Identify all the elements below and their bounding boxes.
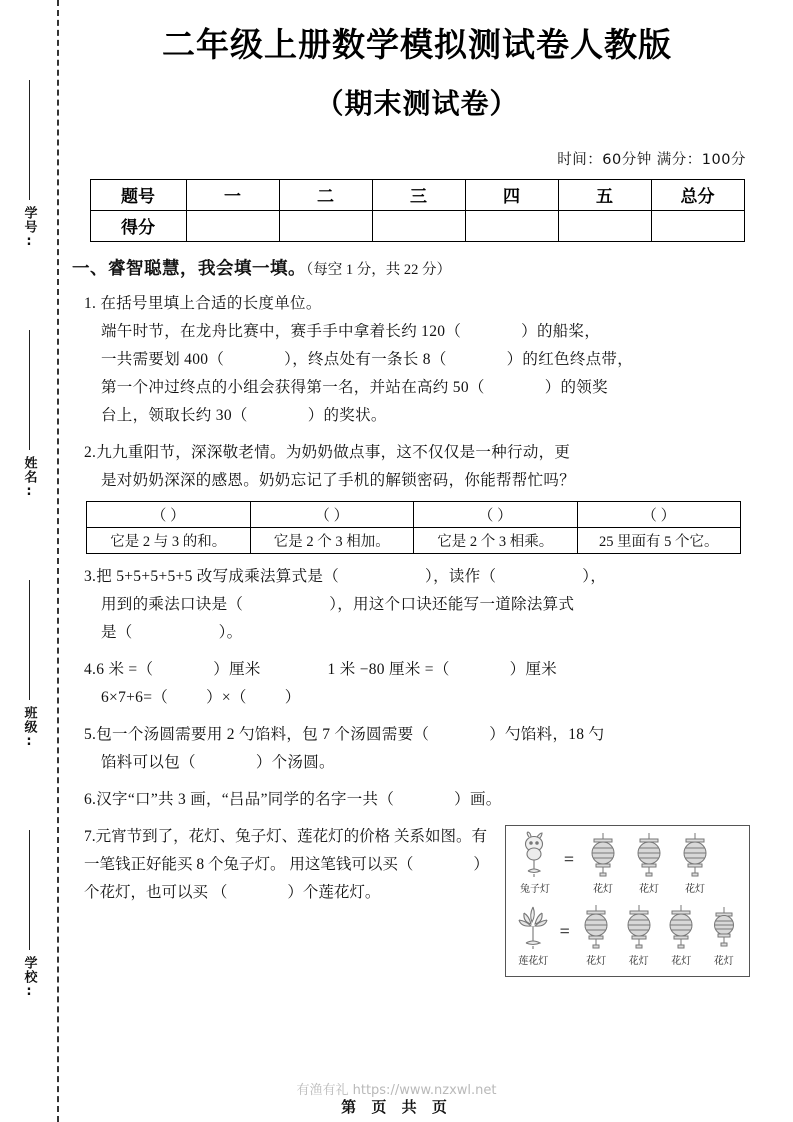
flower-lantern-item xyxy=(660,903,703,967)
q2-answer-cell-2[interactable]: （ ） xyxy=(250,502,414,528)
question-1-prompt-line xyxy=(84,290,764,318)
score-value-total[interactable] xyxy=(651,210,744,241)
section-title: 一、睿智聪慧，我会填一填。 xyxy=(72,258,306,279)
question-2-line-2: 是对奶奶深深的感恩。奶奶忘记了手机的解锁密码，你能帮帮忙吗？ xyxy=(101,472,576,490)
table-row xyxy=(90,179,744,210)
page-footer: 第 页 共 页 xyxy=(341,1098,452,1116)
score-row-label-points: 得分 xyxy=(90,210,186,241)
question-5-line-1 xyxy=(84,721,764,749)
flower-lantern-caption: 花灯 xyxy=(685,884,705,896)
rabbit-lantern-item xyxy=(512,831,558,895)
q1-l2b: ），终点处有一条长 8（ xyxy=(284,351,447,369)
score-col-4: 四 xyxy=(465,179,558,210)
q5-l1b: ）勺馅料，18 勺 xyxy=(489,726,605,744)
question-3-line-1 xyxy=(84,563,764,591)
q2-clue-2: 它是 2 个 3 相加。 xyxy=(250,528,414,554)
equals-sign-row1 xyxy=(558,831,580,870)
flower-lantern-item xyxy=(702,903,745,967)
watermark: 有渔有礼 https://www.nzxwl.net xyxy=(296,1083,497,1098)
q3-l2a: 用到的乘法口诀是（ xyxy=(101,596,244,614)
q4-l2a: 6×7+6=（ xyxy=(101,689,169,707)
q3-l1a: 把 5+5+5+5+5 改写成乘法算式是（ xyxy=(96,568,340,586)
table-row xyxy=(90,210,744,241)
rabbit-lantern-icon xyxy=(515,831,555,879)
q3-l3a: 是（ xyxy=(101,624,133,642)
flower-lantern-caption: 花灯 xyxy=(586,956,607,968)
question-3 xyxy=(70,563,764,647)
question-2-number: 2. xyxy=(84,444,97,462)
flower-lantern-caption: 花灯 xyxy=(713,956,734,968)
question-7-number: 7. xyxy=(84,828,96,846)
flower-lantern-item xyxy=(617,903,660,967)
q2-l1: 九九重阳节，深深敬老情。为奶奶做点事，这不仅仅是一种行动，更 xyxy=(96,444,571,462)
question-7 xyxy=(70,823,764,968)
question-1-line-4 xyxy=(84,402,764,430)
figure-row-rabbit xyxy=(512,831,745,903)
flower-lantern-caption: 花灯 xyxy=(639,884,659,896)
flower-lantern-icon xyxy=(579,903,613,951)
equals-icon: = xyxy=(559,921,570,942)
score-value-1[interactable] xyxy=(186,210,279,241)
question-5-number: 5. xyxy=(84,726,97,744)
question-4-line-2 xyxy=(84,684,764,712)
score-col-5: 五 xyxy=(558,179,651,210)
q2-answer-cell-3[interactable]: （ ） xyxy=(414,502,578,528)
question-7-text xyxy=(70,823,500,907)
exam-meta: 时间：60分钟 满分：100分 xyxy=(557,151,746,168)
question-5 xyxy=(70,721,764,777)
q4-l1b: ）厘米 xyxy=(213,661,261,679)
score-value-5[interactable] xyxy=(558,210,651,241)
question-2-table xyxy=(86,501,741,554)
q3-l2b: ），用这个口诀还能写一道除法算式 xyxy=(329,596,575,614)
question-1 xyxy=(70,290,764,430)
flower-lantern-caption: 花灯 xyxy=(628,956,649,968)
score-col-total: 总分 xyxy=(651,179,744,210)
rabbit-lantern-caption: 兔子灯 xyxy=(520,884,550,896)
margin-write-line xyxy=(29,330,30,450)
margin-field-name xyxy=(0,330,58,500)
q5-l1a: 包一个汤圆需要用 2 勺馅料，包 7 个汤圆需要（ xyxy=(96,726,430,744)
q1-l3a: 第一个冲过终点的小组会获得第一名，并站在高约 50（ xyxy=(101,379,485,397)
flower-lantern-icon xyxy=(664,903,698,951)
page-subtitle: （期末测试卷） xyxy=(315,86,519,120)
question-2-line-1 xyxy=(84,439,764,467)
figure-row-lotus xyxy=(512,903,745,975)
q1-l2a: 一共需要划 400（ xyxy=(101,351,225,369)
q1-l1a: 端午时节，在龙舟比赛中，赛手手中拿着长约 120（ xyxy=(101,323,462,341)
score-value-4[interactable] xyxy=(465,210,558,241)
lotus-lantern-icon xyxy=(513,903,553,951)
question-1-line-1 xyxy=(84,318,764,346)
table-row xyxy=(87,528,741,554)
flower-lantern-icon xyxy=(586,831,620,879)
question-6-line-1 xyxy=(84,786,764,814)
flower-lantern-caption: 花灯 xyxy=(593,884,613,896)
q7-l1: 元宵节到了，花灯、兔子灯、莲花灯的价格 xyxy=(95,828,391,846)
flower-lantern-item xyxy=(626,831,672,895)
page-title: 二年级上册数学模拟测试卷人教版 xyxy=(162,25,672,64)
question-3-number: 3. xyxy=(84,568,97,586)
q6-l1a: 汉字“口”共 3 画，“吕品”同学的名字一共（ xyxy=(96,791,395,809)
q4-l2b: ）×（ xyxy=(206,689,247,707)
question-4 xyxy=(70,656,764,712)
exam-content xyxy=(64,0,778,1122)
flower-lantern-icon xyxy=(678,831,712,879)
q1-l2c: ）的红色终点带， xyxy=(506,351,634,369)
q3-l1b: ），读作（ xyxy=(425,568,497,586)
score-table xyxy=(90,179,745,242)
q1-l4b: ）的奖状。 xyxy=(307,407,387,425)
question-7-line-1 xyxy=(84,828,390,845)
q4-l1d: ）厘米 xyxy=(509,661,558,679)
score-col-1: 一 xyxy=(186,179,279,210)
question-6-number: 6. xyxy=(84,791,97,809)
question-3-line-2 xyxy=(84,591,764,619)
score-col-2: 二 xyxy=(279,179,372,210)
flower-lantern-item xyxy=(580,831,626,895)
margin-label-class: 班级: xyxy=(21,706,37,750)
q4-l1c: 1 米 −80 厘米 =（ xyxy=(327,661,450,679)
q1-l3b: ）的领奖 xyxy=(544,379,608,397)
lantern-price-figure xyxy=(505,825,750,977)
q3-l1c: ）， xyxy=(582,568,607,586)
question-1-prompt: 在括号里填上合适的长度单位。 xyxy=(100,295,322,313)
table-row xyxy=(87,502,741,528)
question-2 xyxy=(70,439,764,495)
q7-l4a: （ xyxy=(211,884,228,902)
section-heading xyxy=(70,256,764,282)
flower-lantern-icon xyxy=(622,903,656,951)
margin-label-school: 学校: xyxy=(21,956,37,1000)
section-note: （每空 1 分，共 22 分） xyxy=(306,261,451,278)
lotus-lantern-item xyxy=(512,903,555,967)
question-7-line-2: 关系如图。有一笔钱正好能买 8 个兔子灯。 xyxy=(84,828,488,874)
question-1-line-2 xyxy=(84,346,764,374)
flower-lantern-item xyxy=(672,831,718,895)
q2-clue-4: 25 里面有 5 个它。 xyxy=(577,528,741,554)
q7-l4b: ）个莲花灯。 xyxy=(287,884,381,902)
flower-lantern-item xyxy=(575,903,618,967)
q2-clue-1: 它是 2 与 3 的和。 xyxy=(87,528,251,554)
score-value-2[interactable] xyxy=(279,210,372,241)
equals-sign-row2 xyxy=(555,903,575,942)
q7-l3a: 用这笔钱可以买（ xyxy=(289,856,414,874)
margin-label-student-id: 学号: xyxy=(21,206,37,250)
q7-l3b: ）个花灯，也可以买 xyxy=(84,856,489,902)
margin-field-school xyxy=(0,830,58,1000)
q6-l1b: ）画。 xyxy=(454,791,502,809)
equals-icon: = xyxy=(563,849,575,870)
score-value-3[interactable] xyxy=(372,210,465,241)
score-row-label-question: 题号 xyxy=(90,179,186,210)
q1-l1b: ）的船桨， xyxy=(521,323,601,341)
flower-lantern-caption: 花灯 xyxy=(671,956,692,968)
q1-l4a: 台上，领取长约 30（ xyxy=(101,407,248,425)
q2-clue-3: 它是 2 个 3 相乘。 xyxy=(414,528,578,554)
q5-l2a: 馅料可以包（ xyxy=(101,754,196,772)
q5-l2b: ）个汤圆。 xyxy=(255,754,335,772)
q2-answer-cell-1[interactable]: （ ） xyxy=(87,502,251,528)
q3-l3b: ）。 xyxy=(218,624,243,642)
score-col-3: 三 xyxy=(372,179,465,210)
lotus-lantern-caption: 莲花灯 xyxy=(518,956,549,968)
margin-seal-area xyxy=(0,0,58,1122)
margin-write-line xyxy=(29,80,30,200)
question-5-line-2 xyxy=(84,749,764,777)
q4-l1a: 6 米 =（ xyxy=(96,661,154,679)
flower-lantern-icon xyxy=(632,831,666,879)
question-1-number: 1. xyxy=(84,295,97,313)
question-4-number: 4. xyxy=(84,661,97,679)
q4-l2c: ） xyxy=(284,689,301,707)
question-4-line-1 xyxy=(84,656,764,684)
margin-field-student-id xyxy=(0,80,58,250)
question-7-line-4 xyxy=(212,884,381,901)
margin-write-line xyxy=(29,580,30,700)
margin-label-name: 姓名: xyxy=(21,456,37,500)
margin-field-class xyxy=(0,580,58,750)
flower-lantern-icon xyxy=(709,903,739,951)
question-1-line-3 xyxy=(84,374,764,402)
margin-write-line xyxy=(29,830,30,950)
question-3-line-3 xyxy=(84,619,764,647)
q2-answer-cell-4[interactable]: （ ） xyxy=(577,502,741,528)
question-6 xyxy=(70,786,764,814)
